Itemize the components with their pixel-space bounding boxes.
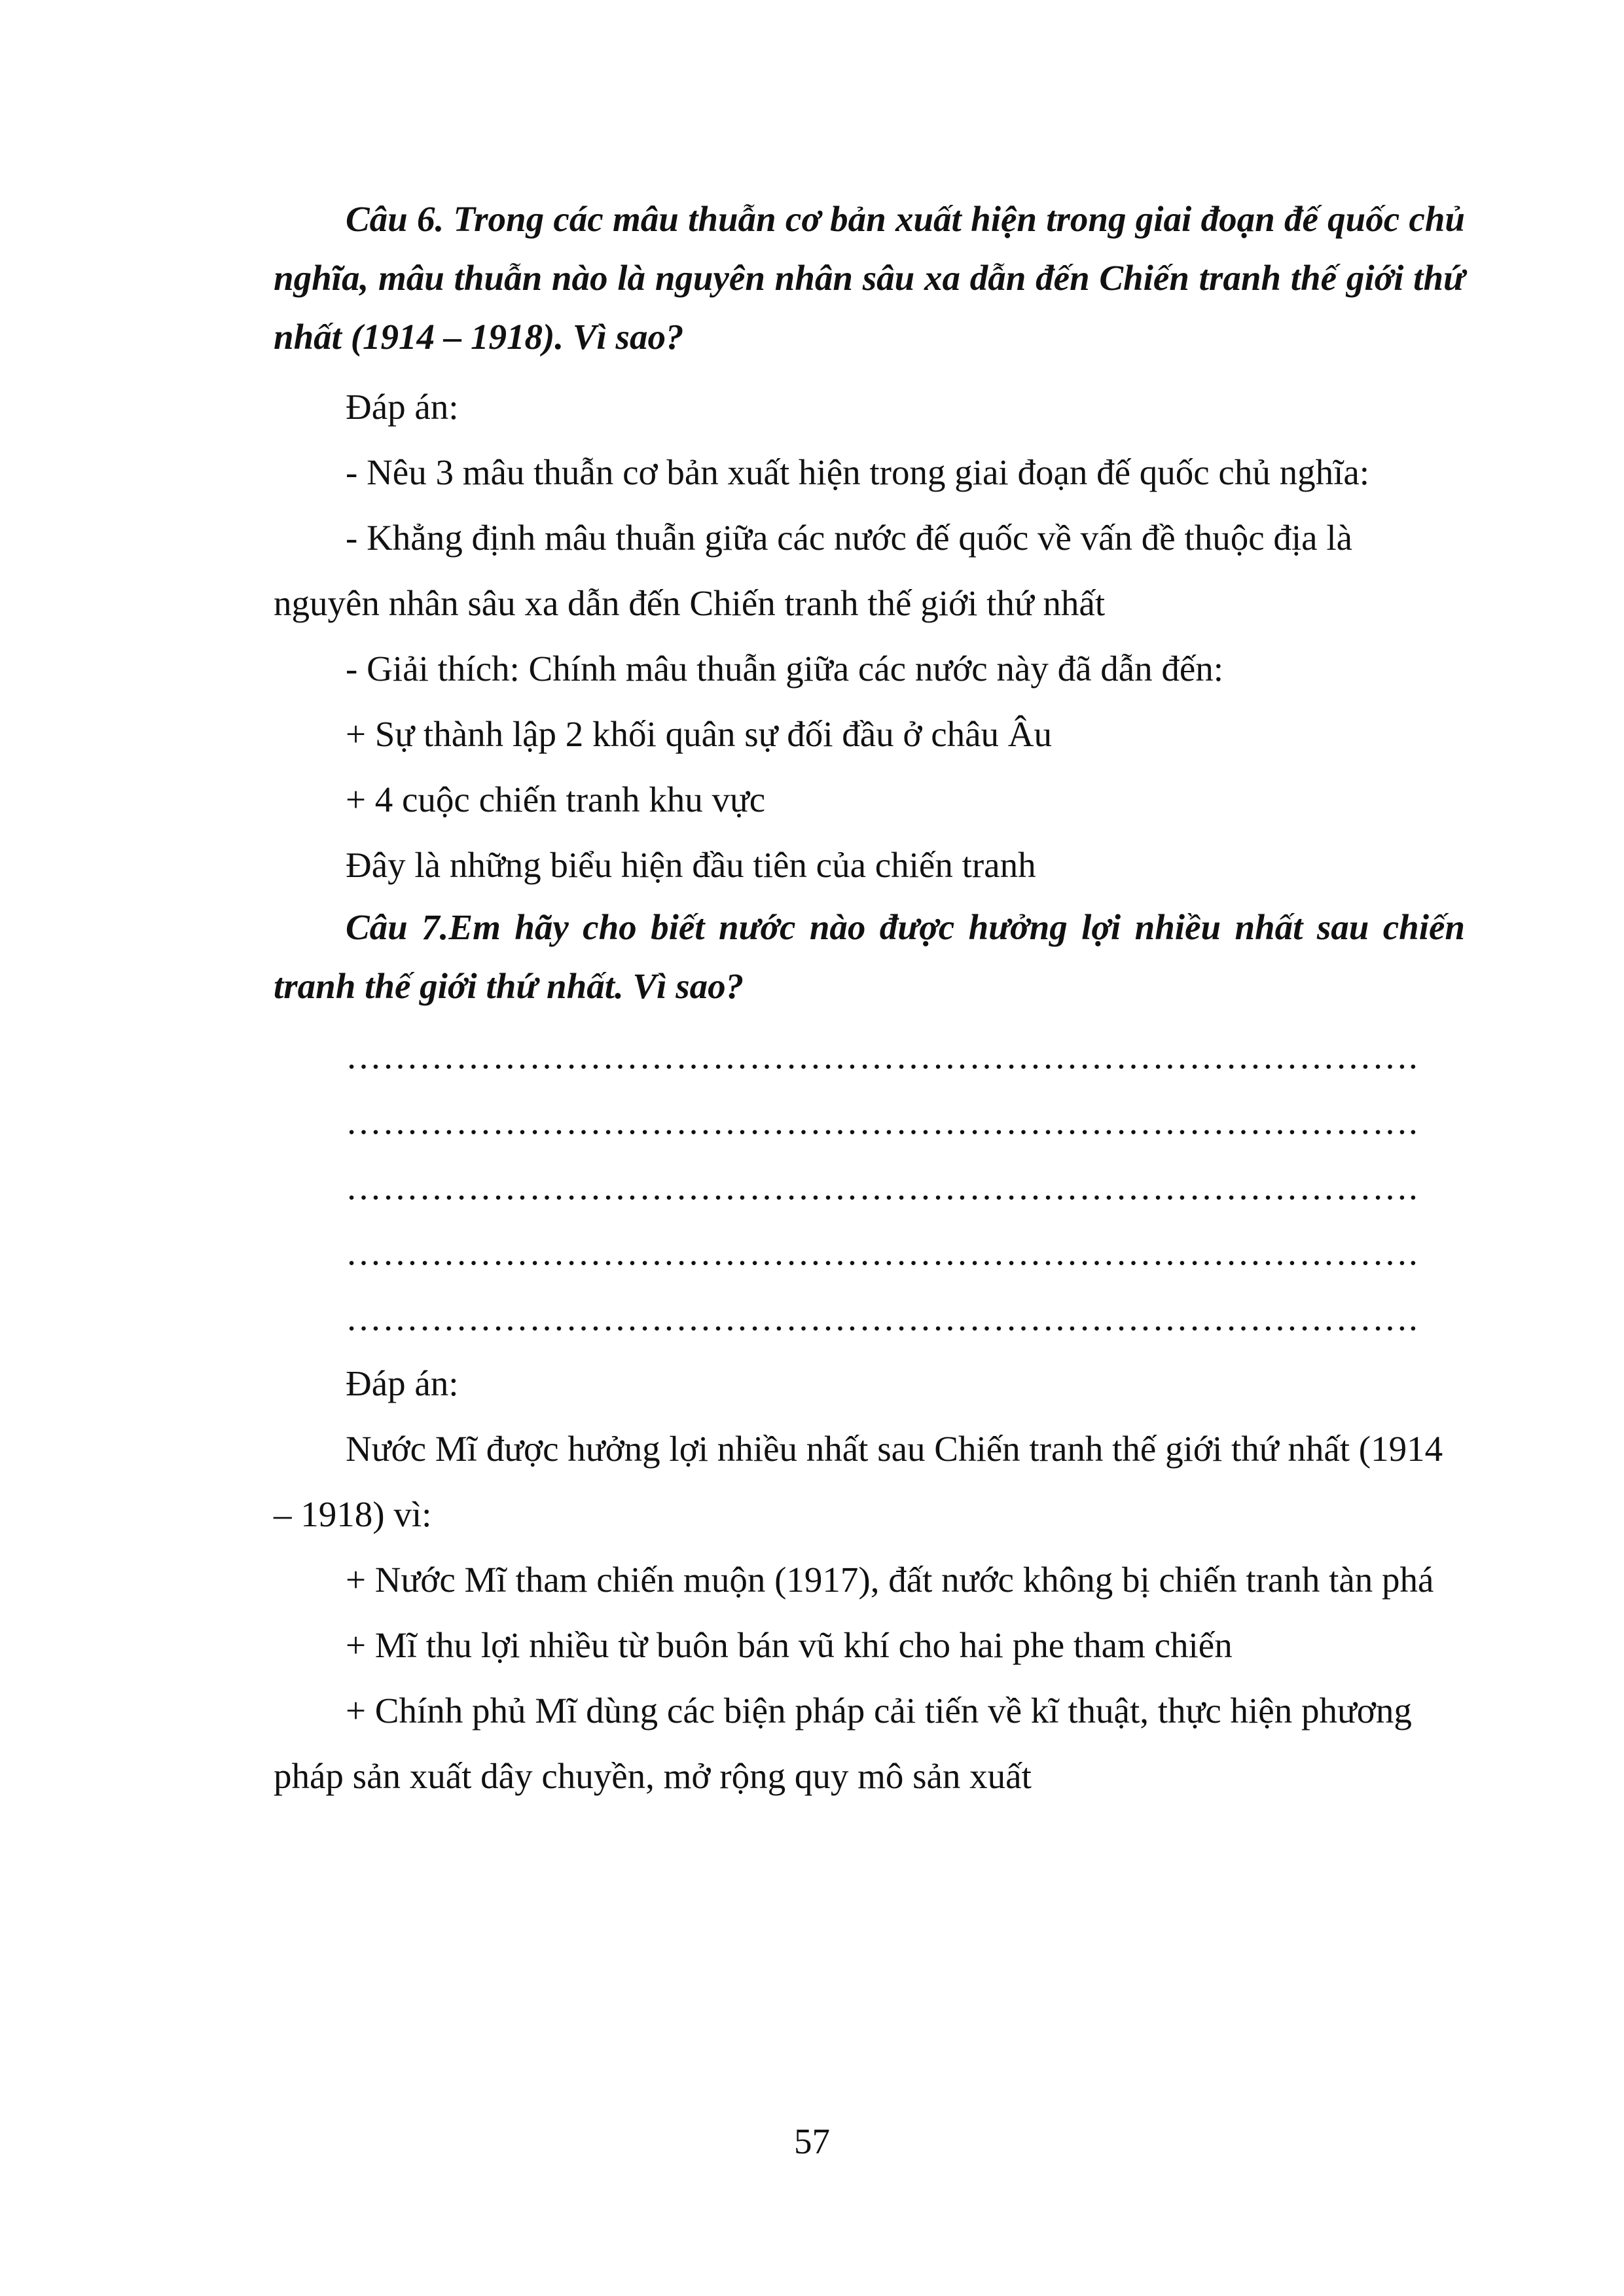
question-6-answer-label: Đáp án: bbox=[346, 387, 459, 427]
question-7-line-3: + Mĩ thu lợi nhiều từ buôn bán vũ khí cho hai phe tham chiến bbox=[346, 1625, 1233, 1665]
answer-blank-line-1: ……………………………………………………………………………. bbox=[346, 1036, 1418, 1076]
question-6-line-3: - Giải thích: Chính mâu thuẫn giữa các nước này đã dẫn đến: bbox=[346, 649, 1224, 689]
question-6-line-5: + 4 cuộc chiến tranh khu vực bbox=[346, 780, 766, 819]
page-number: 57 bbox=[794, 2121, 830, 2161]
question-7-answer-label: Đáp án: bbox=[346, 1363, 459, 1403]
question-6-line-4: + Sự thành lập 2 khối quân sự đối đầu ở châu Âu bbox=[346, 714, 1053, 754]
question-6-line-6: Đây là những biểu hiện đầu tiên của chiến tranh bbox=[346, 845, 1036, 885]
document-page bbox=[274, 190, 1465, 1809]
question-6-title: Câu 6. Trong các mâu thuẫn cơ bản xuất hiện trong giai đoạn đế quốc chủ nghĩa, mâu thuẫn nào là nguyên nhân sâu xa dẫn đến Chiến tranh thế giới thứ nhất (1914 – 1918). Vì sao? bbox=[274, 199, 1465, 357]
question-7-line-1: Nước Mĩ được hưởng lợi nhiều nhất sau Chiến tranh thế giới thứ nhất (1914 – 1918) vì: bbox=[274, 1429, 1443, 1534]
answer-blank-line-5: ……………………………………………………………………………. bbox=[346, 1298, 1418, 1338]
question-6-line-1: - Nêu 3 mâu thuẫn cơ bản xuất hiện trong giai đoạn đế quốc chủ nghĩa: bbox=[346, 452, 1370, 492]
answer-blank-line-3: ……………………………………………………………………………. bbox=[346, 1167, 1418, 1207]
answer-blank-line-4: ……………………………………………………………………………. bbox=[346, 1232, 1418, 1272]
question-7-line-4: + Chính phủ Mĩ dùng các biện pháp cải tiến về kĩ thuật, thực hiện phương pháp sản xuất dây chuyền, mở rộng quy mô sản xuất bbox=[274, 1691, 1412, 1796]
question-6-line-2: - Khẳng định mâu thuẫn giữa các nước đế quốc về vấn đề thuộc địa là nguyên nhân sâu xa dẫn đến Chiến tranh thế giới thứ nhất bbox=[274, 518, 1353, 623]
question-7-title: Câu 7.Em hãy cho biết nước nào được hưởng lợi nhiều nhất sau chiến tranh thế giới thứ nhất. Vì sao? bbox=[274, 907, 1465, 1006]
question-7-line-2: + Nước Mĩ tham chiến muộn (1917), đất nước không bị chiến tranh tàn phá bbox=[346, 1560, 1434, 1600]
answer-blank-line-2: ……………………………………………………………………………. bbox=[346, 1102, 1418, 1141]
